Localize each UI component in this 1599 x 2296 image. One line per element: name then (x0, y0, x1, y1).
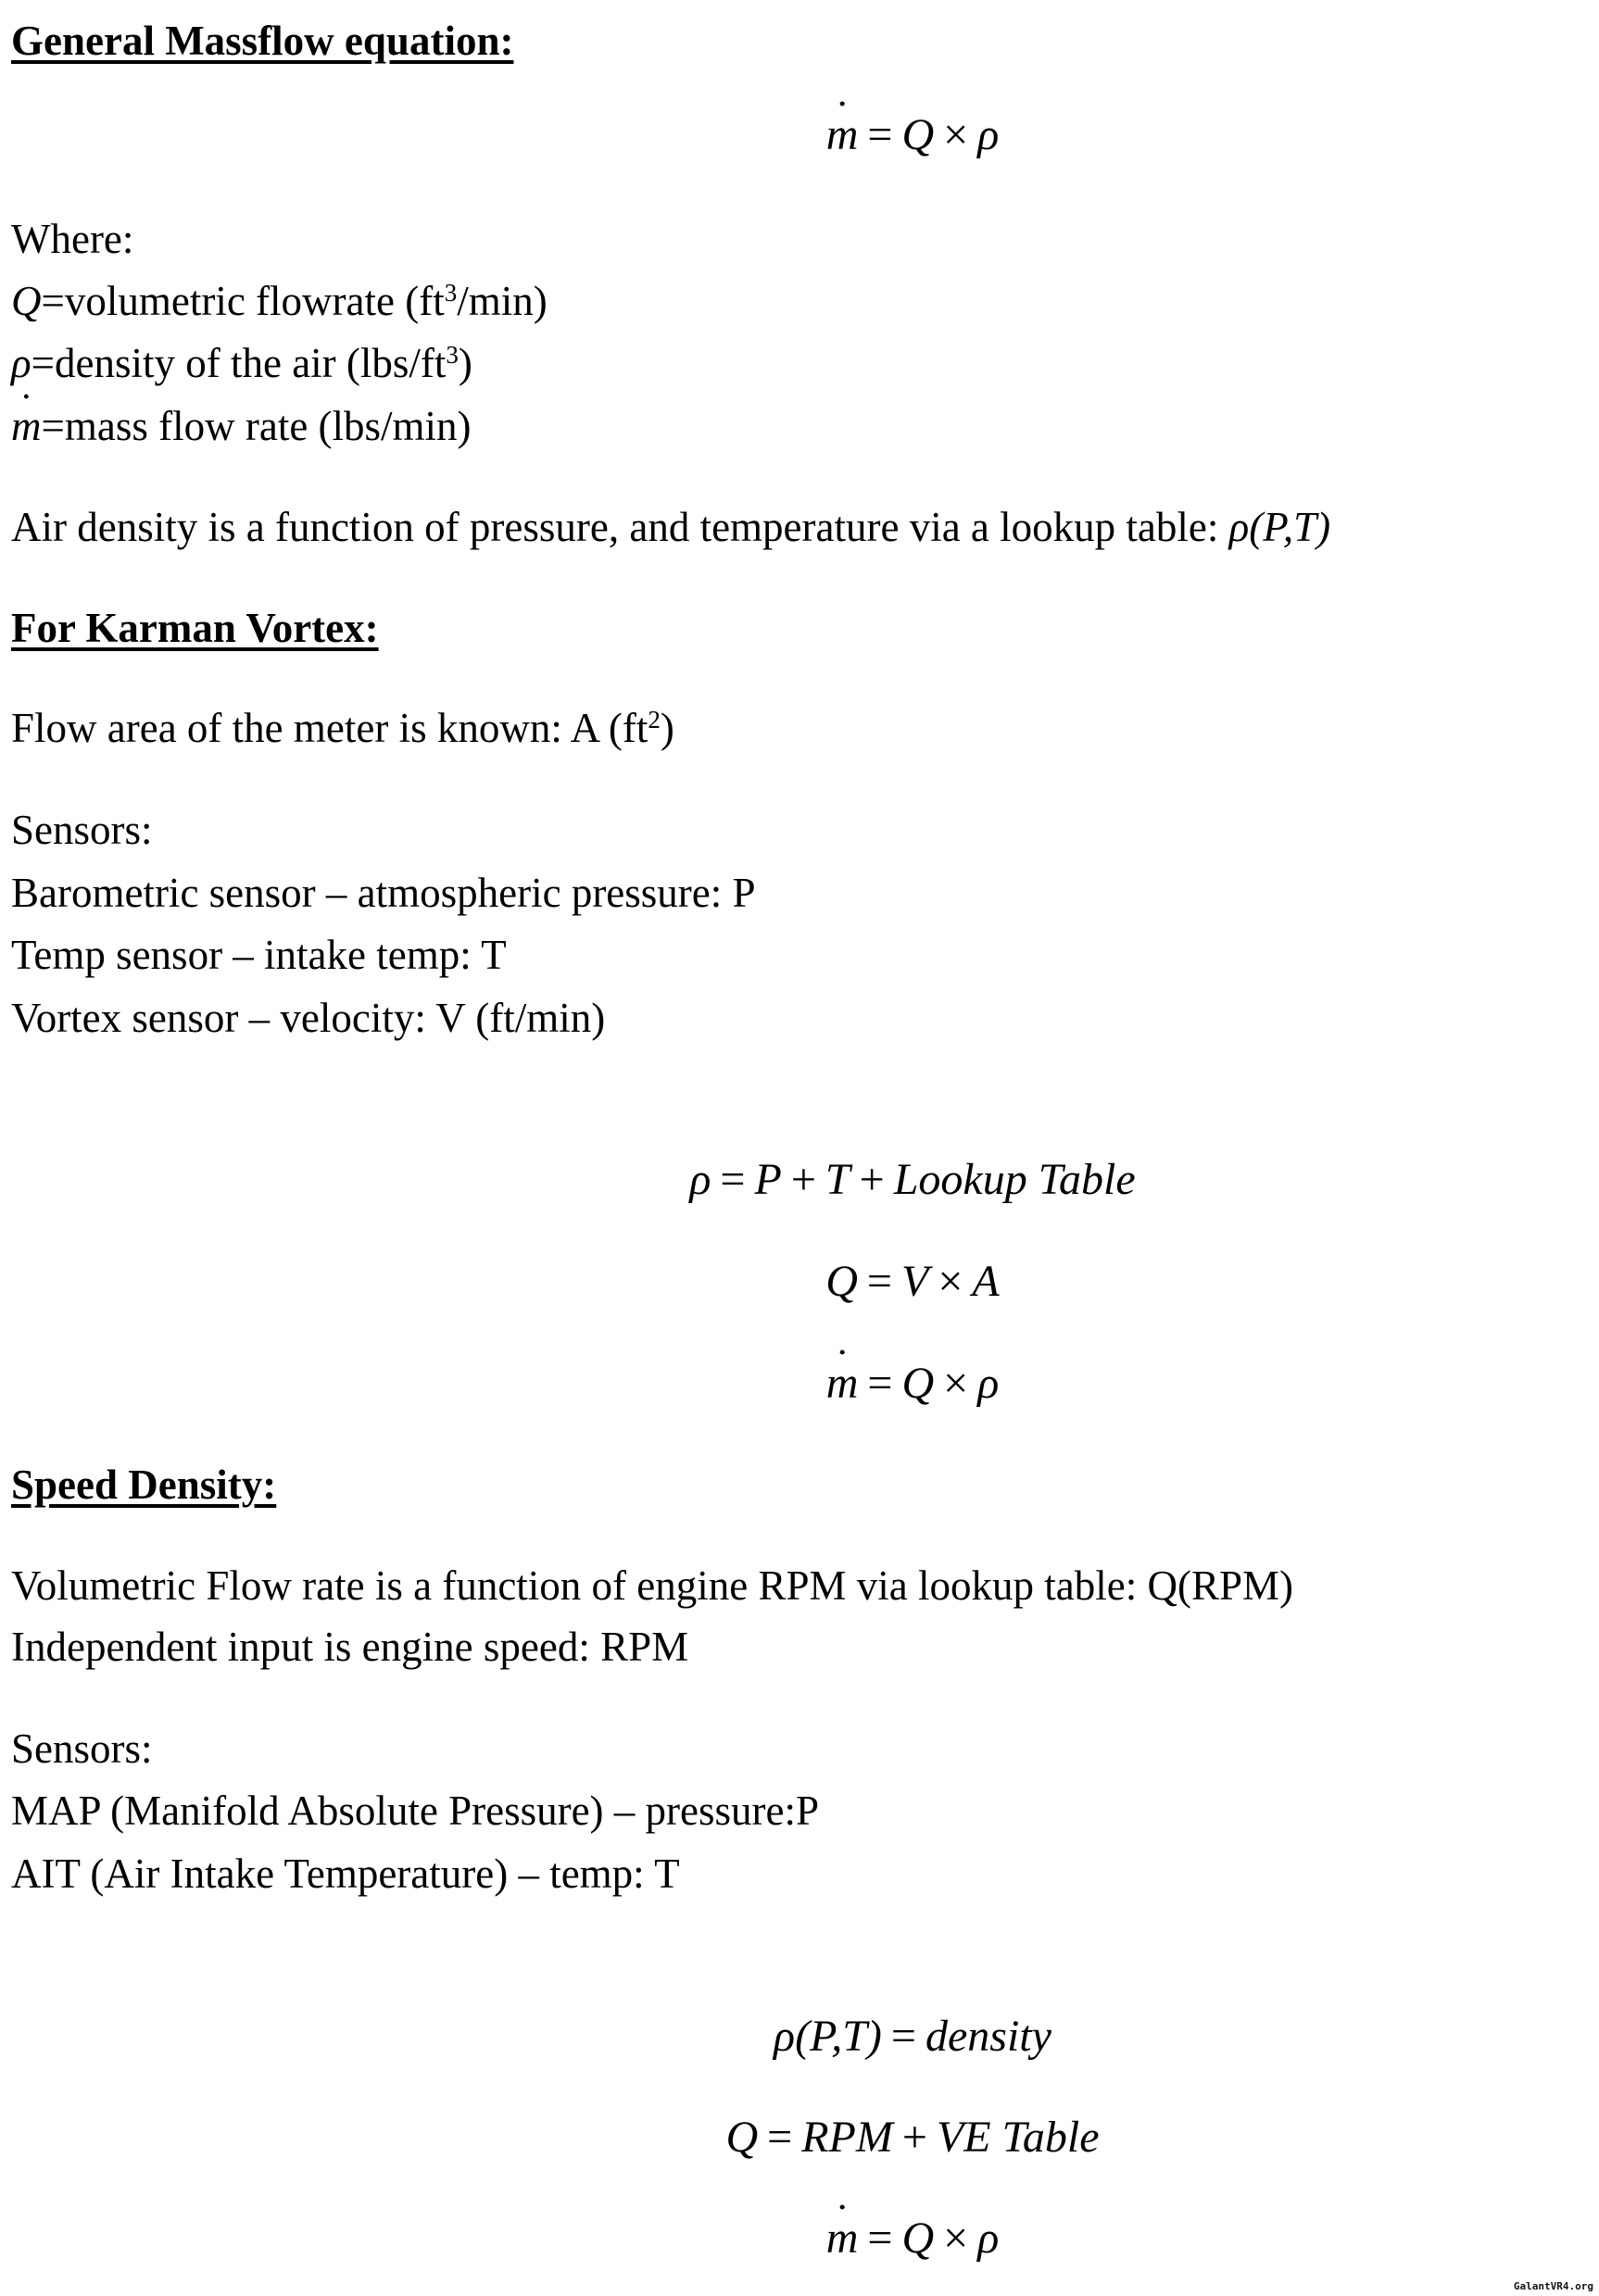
speed-density-sensor-map: MAP (Manifold Absolute Pressure) – pressure:P (11, 1788, 820, 1834)
where-label: Where: (11, 216, 134, 262)
air-density-text: Air density is a function of pressure, and temperature via a lookup table: ρ(P,T) (11, 504, 1331, 550)
definition-rho: ρ=density of the air $(lbs/ft^3)$ (11, 340, 472, 386)
speed-density-sensor-ait: AIT (Air Intake Temperature) – temp: T (11, 1851, 680, 1897)
speed-density-line-volumetric: Volumetric Flow rate is a function of engine RPM via lookup table: Q(RPM) (11, 1562, 1293, 1609)
heading-karman-vortex: For Karman Vortex: (11, 605, 379, 651)
equation-sd-flow: Q = RPM + VE Table (725, 2113, 1100, 2162)
definition-mdot: ˙ m=mass flow rate (lbs/min) (11, 406, 472, 447)
speed-density-line-independent: Independent input is engine speed: RPM (11, 1624, 689, 1670)
karman-sensor-barometric: Barometric sensor – atmospheric pressure: P (11, 870, 756, 916)
equation-massflow: ˙ m = Q × ρ (0, 113, 1599, 157)
equation-sd-density: ρ(P,T) = density (774, 2012, 1051, 2061)
equation-karman-flow: Q = V × A (825, 1257, 1000, 1306)
karman-sensors-label: Sensors: (11, 807, 153, 853)
karman-sensor-vortex: Vortex sensor – velocity: V (ft/min) (11, 995, 606, 1041)
heading-general-massflow: General Massflow equation: (11, 18, 514, 64)
watermark: GalantVR4.org (1513, 2280, 1593, 2292)
karman-sensor-temp: Temp sensor – intake temp: T (11, 932, 507, 978)
equation-karman-density: ρ = P + T + Lookup Table (689, 1155, 1136, 1204)
speed-density-sensors-label: Sensors: (11, 1725, 153, 1772)
equation-karman-massflow: ˙ m = Q × ρ (0, 1361, 1599, 1406)
heading-speed-density: Speed Density: (11, 1462, 277, 1508)
flow-area-text: Flow area of the meter is known: A $(ft^2)$ (11, 705, 674, 751)
equation-sd-massflow: ˙ m = Q × ρ (0, 2216, 1599, 2261)
definition-q: Q=volumetric flowrate $(ft^3/\min)$ (11, 278, 548, 324)
